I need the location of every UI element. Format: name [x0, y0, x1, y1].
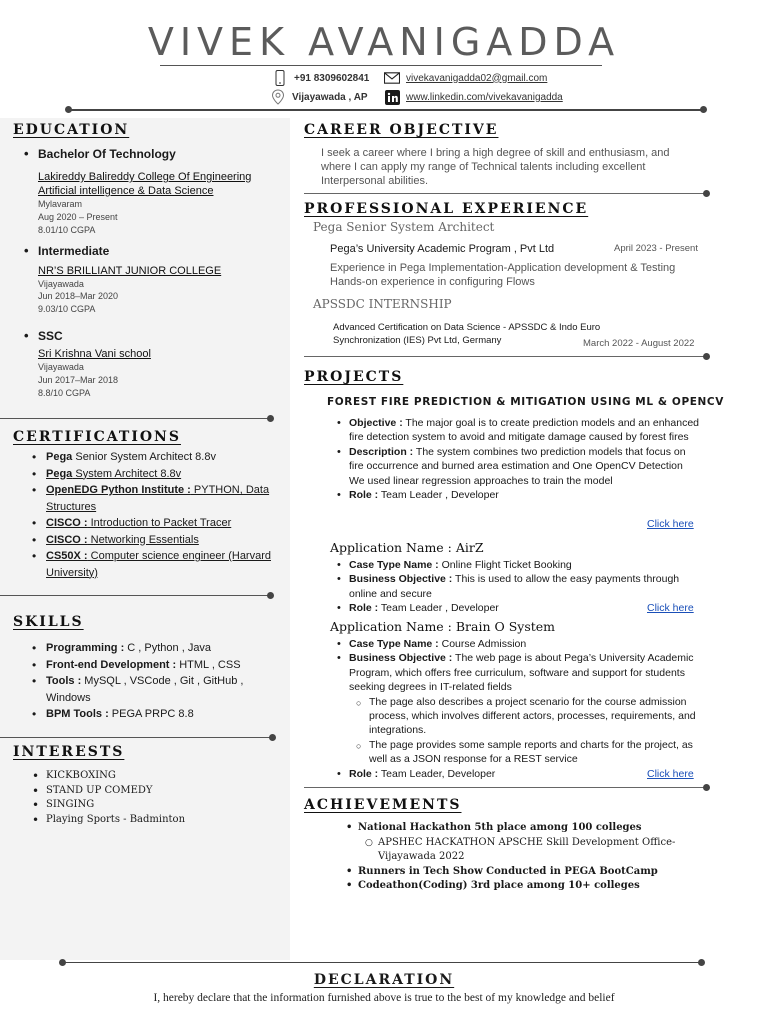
certifications-list [46, 449, 271, 581]
divider-dot [703, 190, 710, 197]
list-item: • Description : The system combines two prediction models that focus on fire occurrence and burned area estimation and One OpenCV Detection We used linear regression approaches to train the model [349, 445, 699, 488]
divider-dot [269, 734, 276, 741]
education-period: Aug 2020 – Present [38, 212, 118, 222]
certifications-heading: CERTIFICATIONS [13, 429, 181, 445]
project-title: FOREST FIRE PREDICTION & MITIGATION USING ML & OPENCV [327, 396, 724, 408]
skills-heading: SKILLS [13, 614, 84, 630]
section-divider [304, 356, 708, 357]
education-place: Vijayawada [38, 279, 84, 289]
career-objective-text: I seek a career where I bring a high degree of skill and enthusiasm, and where I can apply my range of Technical talents including excellent Interpersonal abilities. [321, 147, 670, 187]
education-score: 8.01/10 CGPA [38, 225, 96, 235]
list-item: • SINGING [46, 798, 266, 813]
list-item: • STAND UP COMEDY [46, 784, 266, 799]
footer-divider [62, 962, 702, 963]
phone-contact [272, 70, 369, 86]
phone-number: +91 8309602841 [294, 72, 370, 84]
project-title: Application Name : Brain O System [330, 619, 556, 634]
education-degree: • SSC [38, 329, 63, 343]
linkedin-icon [384, 89, 400, 105]
list-item: • Front-end Development : HTML , CSS [46, 657, 266, 674]
section-divider [304, 787, 708, 788]
list-item: • Objective : The major goal is to create prediction models and an enhanced fire detection system to avoid and mitigate damage caused by forest fires [349, 416, 699, 445]
email-icon [384, 70, 400, 86]
name-divider [160, 65, 602, 66]
education-place: Vijayawada [38, 362, 84, 372]
experience-role: Pega Senior System Architect [313, 220, 495, 234]
career-objective-heading: CAREER OBJECTIVE [304, 122, 499, 138]
project-link[interactable]: Click here [647, 602, 694, 614]
education-period: Jun 2018–Mar 2020 [38, 291, 119, 301]
sub-list [378, 836, 698, 865]
list-item: • Role : Team Leader, Developer [349, 767, 699, 781]
divider-dot [267, 592, 274, 599]
divider-dot [65, 106, 72, 113]
list-item: ○ APSHEC HACKATHON APSCHE Skill Development Office-Vijayawada 2022 [378, 836, 698, 865]
declaration-text: I, hereby declare that the information furnished above is true to the best of my knowledge and belief [153, 992, 615, 1004]
experience-organization: Pega’s University Academic Program , Pvt Ltd [330, 243, 555, 255]
experience-date: March 2022 - August 2022 [583, 338, 695, 349]
project-link[interactable]: Click here [647, 518, 694, 530]
list-item: • KICKBOXING [46, 769, 266, 784]
project-details [349, 416, 699, 502]
list-item: • National Hackathon 5th place among 100 colleges ○ APSHEC HACKATHON APSCHE Skill Development Office-Vijayawada 2022 [358, 821, 698, 865]
interests-heading: INTERESTS [13, 744, 125, 760]
section-divider [0, 737, 272, 738]
experience-date: April 2023 - Present [614, 243, 698, 254]
interests-list [46, 769, 266, 827]
projects-heading: PROJECTS [304, 369, 404, 385]
divider-dot [59, 959, 66, 966]
education-school: NR’S BRILLIANT JUNIOR COLLEGE [38, 265, 222, 277]
list-item: • CISCO : Networking Essentials [46, 532, 271, 549]
education-period: Jun 2017–Mar 2018 [38, 375, 119, 385]
email-link[interactable]: vivekavanigadda02@gmail.com [406, 72, 548, 84]
project-title: Application Name : AirZ [330, 540, 484, 555]
skills-list [46, 640, 266, 723]
experience-role: APSSDC INTERNSHIP [313, 297, 452, 311]
candidate-name: VIVEK AVANIGADDA [147, 20, 621, 64]
experience-organization: Advanced Certification on Data Science - APSSDC & Indo Euro [333, 322, 601, 333]
education-degree: • Intermediate [38, 244, 109, 258]
list-item: • Pega System Architect 8.8v [46, 466, 271, 483]
experience-heading: PROFESSIONAL EXPERIENCE [304, 201, 589, 217]
project-link[interactable]: Click here [647, 768, 694, 780]
list-item: • Playing Sports - Badminton [46, 813, 266, 828]
list-item: • Case Type Name : Course Admission [349, 637, 699, 651]
email-contact [384, 70, 547, 86]
list-item: • Case Type Name : Online Flight Ticket Booking [349, 558, 699, 572]
education-score: 8.8/10 CGPA [38, 388, 91, 398]
list-item: ○ The page also describes a project scenario for the course admission process, which involves different actors, processes, requirements, and integrations. [369, 695, 699, 738]
list-item: • BPM Tools : PEGA PRPC 8.8 [46, 706, 266, 723]
list-item: • Pega Senior System Architect 8.8v [46, 449, 271, 466]
location-contact [270, 89, 368, 105]
list-item: • Business Objective : The web page is about Pega’s University Academic Program, which offers free curriculum, software and support for students seeking degrees in IT-related fields ○ The page also describes a project scenario for the course admission process, which involves different actors, processes, requirements, and integrations. ○ The page provides some sample reports and charts for the project, as well as a JSON response for a REST service [349, 651, 699, 766]
divider-dot [267, 415, 274, 422]
education-school: Sri Krishna Vani school [38, 348, 151, 360]
divider-dot [700, 106, 707, 113]
list-item: • OpenEDG Python Institute : PYTHON, Data Structures [46, 482, 271, 515]
divider-dot [698, 959, 705, 966]
education-school: Lakireddy Balireddy College Of Engineering [38, 171, 252, 183]
education-place: Mylavaram [38, 199, 83, 209]
sub-list [369, 695, 699, 767]
education-heading: EDUCATION [13, 122, 130, 138]
list-item: • CISCO : Introduction to Packet Tracer [46, 515, 271, 532]
list-item: • CS50X : Computer science engineer (Harvard University) [46, 548, 271, 581]
location-pin-icon [270, 89, 286, 105]
education-program: Artificial intelligence & Data Science [38, 185, 214, 197]
list-item: • Role : Team Leader , Developer [349, 601, 699, 615]
achievements-heading: ACHIEVEMENTS [304, 797, 462, 813]
experience-organization: Synchronization (IES) Pvt Ltd, Germany [333, 335, 502, 346]
divider-dot [703, 353, 710, 360]
location-text: Vijayawada , AP [292, 91, 368, 103]
experience-description: Experience in Pega Implementation-Application development & Testing Hands-on experience in configuring Flows [330, 262, 676, 288]
list-item: • Codeathon(Coding) 3rd place among 10+ colleges [358, 879, 698, 894]
list-item: • Role : Team Leader , Developer [349, 488, 699, 502]
list-item: • Tools : MySQL , VSCode , Git , GitHub , Windows [46, 673, 266, 706]
divider-dot [703, 784, 710, 791]
list-item: • Programming : C , Python , Java [46, 640, 266, 657]
education-score: 9.03/10 CGPA [38, 304, 96, 314]
declaration-heading: DECLARATION [313, 972, 455, 988]
education-degree: • Bachelor Of Technology [38, 147, 176, 161]
section-divider [304, 193, 708, 194]
header-divider [68, 109, 704, 111]
achievements-list [358, 821, 698, 894]
list-item: • Business Objective : This is used to allow the easy payments through online and secure [349, 572, 699, 601]
section-divider [0, 418, 270, 419]
linkedin-link[interactable]: www.linkedin.com/vivekavanigadda [406, 91, 563, 103]
section-divider [0, 595, 270, 596]
linkedin-contact [384, 89, 563, 105]
list-item: ○ The page provides some sample reports and charts for the project, as well as a JSON response for a REST service [369, 738, 699, 767]
phone-icon [272, 70, 288, 86]
project-details [349, 637, 699, 781]
list-item: • Runners in Tech Show Conducted in PEGA BootCamp [358, 865, 698, 880]
